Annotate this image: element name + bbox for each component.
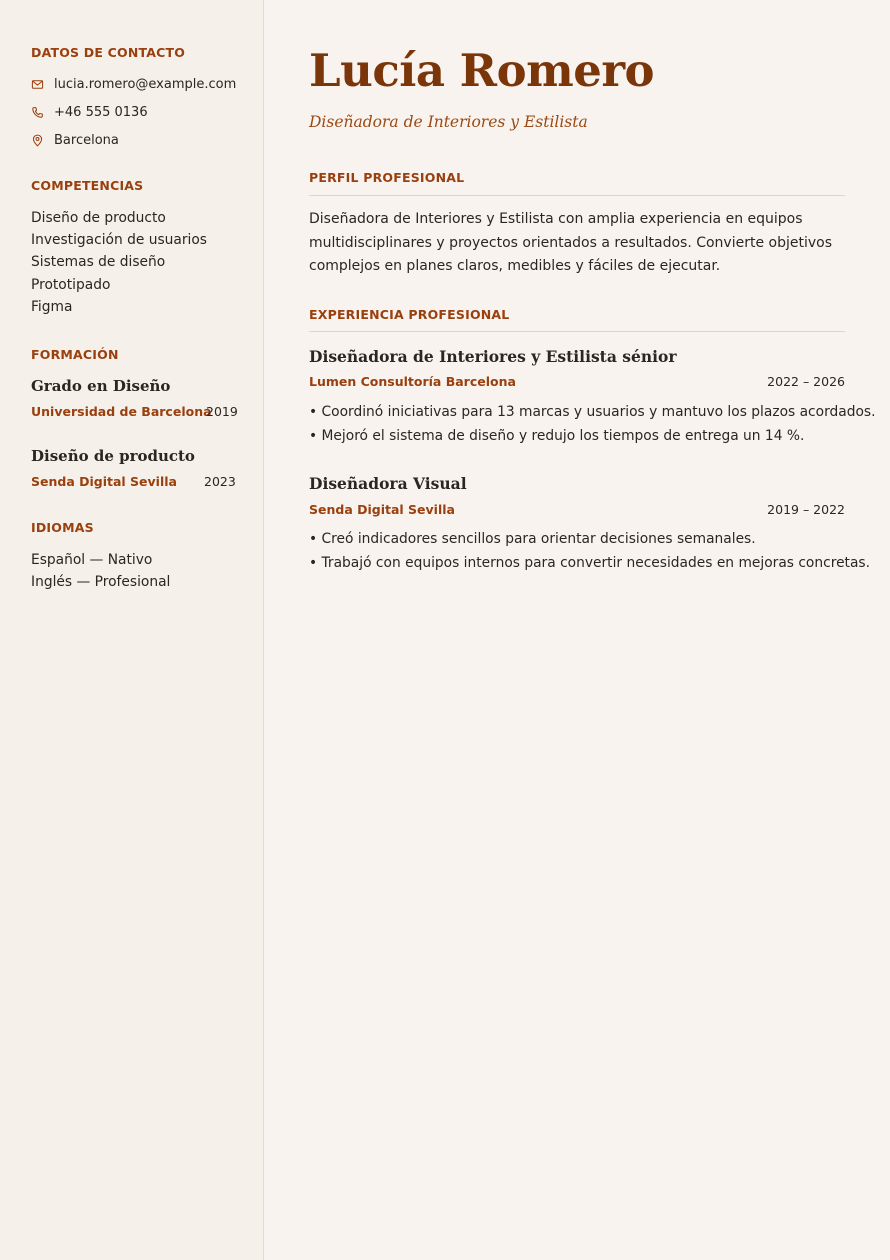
education-degree: Diseño de producto (31, 447, 195, 465)
job-company: Senda Digital Sevilla (309, 502, 455, 517)
job-bullet: • Coordinó iniciativas para 13 marcas y usuarios y mantuvo los plazos acordados. (309, 404, 876, 420)
skill-item: Sistemas de diseño (31, 254, 166, 270)
job-dates: 2022 – 2026 (767, 374, 845, 389)
education-year: 2019 (206, 404, 238, 419)
education-year: 2023 (204, 474, 236, 489)
job-bullet: • Mejoró el sistema de diseño y redujo los tiempos de entrega un 14 %. (309, 428, 805, 444)
profile-section-title: PERFIL PROFESIONAL (309, 170, 465, 185)
mail-icon (31, 78, 44, 91)
skill-item: Diseño de producto (31, 210, 166, 226)
sidebar (0, 0, 264, 1260)
language-item: Español — Nativo (31, 552, 153, 568)
experience-section-title: EXPERIENCIA PROFESIONAL (309, 307, 510, 322)
profile-text: Diseñadora de Interiores y Estilista con amplia experiencia en equipos multidisciplinares y proyectos orientados a resultados. Convierte objetivos complejos en planes claros, medibles y fáciles de ejecutar. (309, 211, 833, 274)
skill-item: Figma (31, 299, 73, 315)
person-name: Lucía Romero (309, 44, 655, 97)
education-degree: Grado en Diseño (31, 377, 171, 395)
contact-location (31, 130, 119, 150)
map-pin-icon (31, 134, 44, 147)
job-bullet: • Creó indicadores sencillos para orientar decisiones semanales. (309, 531, 756, 547)
section-divider (309, 195, 845, 196)
job-role: Diseñadora de Interiores y Estilista (309, 113, 588, 131)
education-school: Senda Digital Sevilla (31, 474, 177, 489)
location-text: Barcelona (54, 132, 119, 148)
education-section-title: FORMACIÓN (31, 347, 119, 362)
job-dates: 2019 – 2022 (767, 502, 845, 517)
language-item: Inglés — Profesional (31, 574, 171, 590)
main-content (265, 0, 890, 1260)
section-divider (309, 331, 845, 332)
contact-section-title: DATOS DE CONTACTO (31, 45, 186, 60)
skill-item: Prototipado (31, 277, 111, 293)
phone-text: +46 555 0136 (54, 104, 148, 120)
job-title: Diseñadora Visual (309, 474, 467, 493)
phone-icon (31, 106, 44, 119)
languages-section-title: IDIOMAS (31, 520, 94, 535)
email-text: lucia.romero@example.com (54, 76, 237, 92)
skill-item: Investigación de usuarios (31, 232, 207, 248)
education-school: Universidad de Barcelona (31, 404, 212, 419)
contact-phone (31, 102, 148, 122)
job-title: Diseñadora de Interiores y Estilista sénior (309, 347, 677, 366)
contact-email (31, 74, 236, 94)
job-company: Lumen Consultoría Barcelona (309, 374, 516, 389)
skills-section-title: COMPETENCIAS (31, 178, 144, 193)
job-bullet: • Trabajó con equipos internos para convertir necesidades en mejoras concretas. (309, 555, 870, 571)
